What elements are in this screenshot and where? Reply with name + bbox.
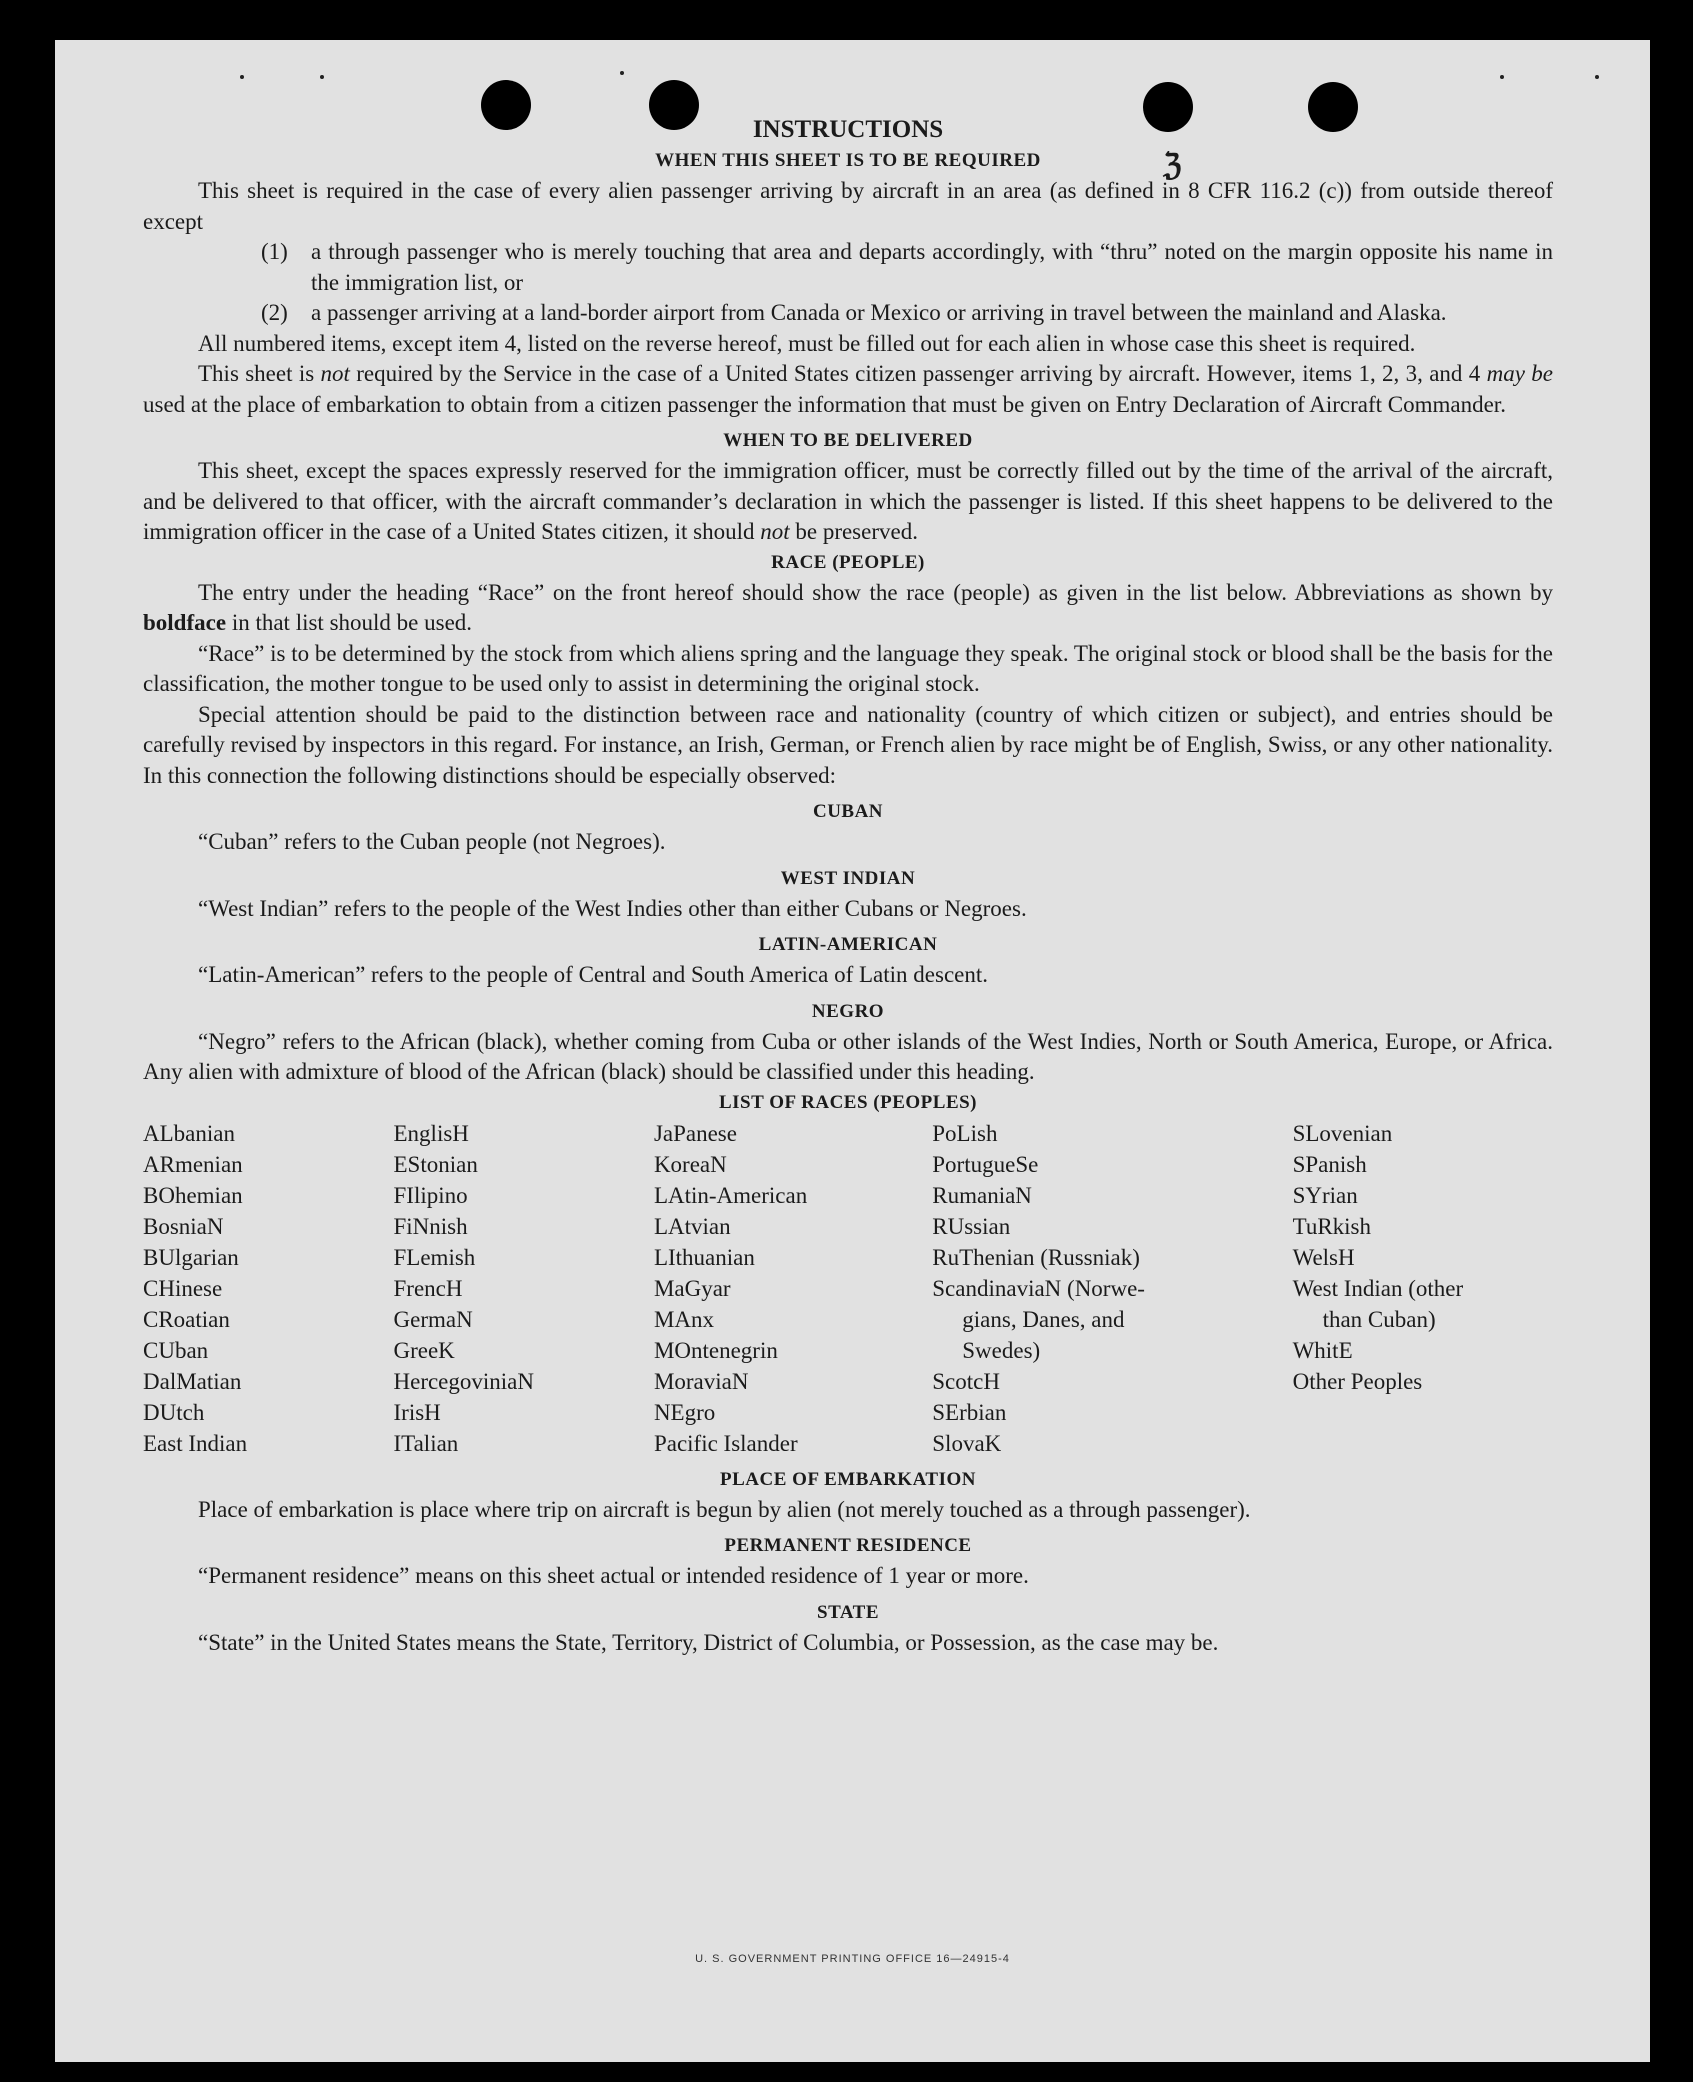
section-heading: WHEN THIS SHEET IS TO BE REQUIRED <box>655 150 1041 171</box>
document-page <box>55 40 1650 2062</box>
section-heading: STATE <box>817 1601 879 1623</box>
race-entry: LAtvian <box>653 1213 731 1239</box>
race-entry: BosniaN <box>143 1213 224 1239</box>
race-entry: FiNnish <box>393 1213 468 1239</box>
race-entry: EStonian <box>393 1151 478 1177</box>
race-entry: RuThenian (Russniak) <box>932 1244 1140 1270</box>
race-entry: FrencH <box>393 1275 463 1301</box>
paragraph: This sheet is not required by the Service in the case of a United States citizen passenger arriving by aircraft. However, items 1, 2, 3, and 4 may be used at the place of embarkation to obtain from a citizen passenger the information that must be given on Entry Declaration of Aircraft Commander. <box>143 361 1553 417</box>
paragraph: “Permanent residence” means on this sheet actual or intended residence of 1 year or more. <box>198 1563 1029 1588</box>
race-entry: MaGyar <box>653 1275 731 1301</box>
paragraph: All numbered items, except item 4, listed on the reverse hereof, must be filled out for each alien in whose case this sheet is required. <box>198 330 1416 356</box>
paragraph: Special attention should be paid to the distinction between race and nationality (country of which citizen or subject), and entries should be carefully revised by inspectors in this regard. For instance, an Irish, German, or French alien by race might be of English, Swiss, or any other nationality. In this connection the following distinctions should be especially observed: <box>143 701 1553 788</box>
speck <box>1500 75 1504 79</box>
list-item: (2) a passenger arriving at a land-border airport from Canada or Mexico or arriving in travel between the mainland and Alaska. <box>261 300 1447 325</box>
paragraph: “West Indian” refers to the people of the West Indies other than either Cubans or Negroes. <box>198 895 1027 921</box>
race-entry: ALbanian <box>143 1120 235 1146</box>
race-entry: SLovenian <box>1292 1120 1393 1146</box>
race-entry: CUban <box>143 1337 209 1363</box>
race-entry: MOntenegrin <box>653 1337 778 1363</box>
race-entry: PoLish <box>932 1120 998 1146</box>
race-entry: ScandinaviaN (Norwe- <box>932 1275 1145 1301</box>
race-entry: gians, Danes, and <box>962 1306 1125 1332</box>
race-entry: FIlipino <box>393 1182 468 1208</box>
paragraph: “Latin-American” refers to the people of Central and South America of Latin descent. <box>198 962 988 987</box>
paragraph: The entry under the heading “Race” on the front hereof should show the race (people) as given in the list below. Abbreviations as shown by boldface in that list should be used. <box>143 579 1553 635</box>
race-entry: GermaN <box>393 1306 473 1332</box>
race-entry: NEgro <box>653 1399 716 1425</box>
races-column <box>932 1118 1212 1459</box>
races-column <box>394 1118 654 1459</box>
race-entry: ITalian <box>393 1430 459 1456</box>
race-entry: LIthuanian <box>653 1244 755 1270</box>
instructions-body <box>143 114 1553 1658</box>
speck <box>1595 75 1599 79</box>
races-column <box>143 1118 394 1459</box>
race-entry: ScotcH <box>932 1368 1000 1394</box>
race-entry: SYrian <box>1292 1182 1358 1208</box>
race-entry: PortugueSe <box>932 1151 1039 1177</box>
races-column <box>1213 1118 1553 1459</box>
races-column <box>654 1118 932 1459</box>
section-heading: PERMANENT RESIDENCE <box>724 1535 972 1556</box>
speck <box>620 71 624 75</box>
race-entry: JaPanese <box>653 1120 737 1146</box>
paragraph: “Race” is to be determined by the stock from which aliens spring and the language they speak. The original stock or blood shall be the basis for the classification, the mother tongue to be used only to assist in determining the original stock. <box>143 640 1553 696</box>
list-item: (1) a through passenger who is merely touching that area and departs accordingly, with “thru” noted on the margin opposite his name in the immigration list, or <box>261 239 1553 295</box>
race-entry: WhitE <box>1292 1337 1353 1363</box>
race-entry: BOhemian <box>143 1182 243 1208</box>
race-entry: Swedes) <box>962 1337 1041 1363</box>
race-entry: RUssian <box>932 1213 1011 1239</box>
race-entry: ARmenian <box>143 1151 243 1177</box>
race-entry: WelsH <box>1292 1244 1355 1270</box>
speck <box>320 75 324 79</box>
race-entry: TuRkish <box>1292 1213 1372 1239</box>
race-entry: HercegoviniaN <box>393 1368 534 1394</box>
race-entry: CRoatian <box>143 1306 230 1332</box>
section-heading: LIST OF RACES (PEOPLES) <box>718 1091 978 1113</box>
race-entry: West Indian (other <box>1292 1275 1464 1301</box>
race-entry: SlovaK <box>932 1430 1002 1456</box>
race-entry: than Cuban) <box>1322 1306 1436 1332</box>
race-entry: RumaniaN <box>932 1182 1032 1208</box>
paragraph: Place of embarkation is place where trip on aircraft is begun by alien (not merely touched as a through passenger). <box>198 1496 1251 1522</box>
paragraph: “State” in the United States means the State, Territory, District of Columbia, or Possession, as the case may be. <box>198 1629 1219 1655</box>
race-entry: DUtch <box>143 1399 205 1425</box>
race-entry: FLemish <box>393 1244 476 1270</box>
section-heading: LATIN-AMERICAN <box>758 934 938 955</box>
race-entry: CHinese <box>143 1275 223 1301</box>
page-title: INSTRUCTIONS <box>752 116 944 143</box>
section-heading: NEGRO <box>811 1000 885 1022</box>
section-heading: CUBAN <box>812 801 884 822</box>
race-entry: SPanish <box>1292 1151 1367 1177</box>
paragraph: This sheet is required in the case of every alien passenger arriving by aircraft in an area (as defined in 8 CFR 116.2 (c)) from outside thereof except <box>143 178 1553 234</box>
section-heading: WEST INDIAN <box>780 867 916 889</box>
race-entry: Other Peoples <box>1292 1368 1423 1394</box>
race-entry: GreeK <box>393 1337 455 1363</box>
race-entry: SErbian <box>932 1399 1007 1425</box>
race-entry: Pacific Islander <box>653 1430 798 1456</box>
paragraph: This sheet, except the spaces expressly reserved for the immigration officer, must be correctly filled out by the time of the arrival of the aircraft, and be delivered to that officer, with the aircraft commander’s declaration in which the passenger is listed. If this sheet happens to be delivered to the immigration officer in the case of a United States citizen, it should not be preserved. <box>143 458 1553 544</box>
race-entry: EnglisH <box>393 1120 469 1146</box>
paragraph: “Cuban” refers to the Cuban people (not Negroes). <box>198 829 666 854</box>
printer-imprint: U. S. GOVERNMENT PRINTING OFFICE 16—24915-4 <box>695 1953 1010 1965</box>
handwritten-mark: ℨ <box>1163 149 1182 182</box>
section-heading: RACE (PEOPLE) <box>771 551 925 573</box>
race-entry: BUlgarian <box>143 1244 239 1270</box>
races-list <box>143 1118 1553 1459</box>
race-entry: MAnx <box>653 1306 714 1332</box>
race-entry: KoreaN <box>653 1151 727 1177</box>
section-heading: WHEN TO BE DELIVERED <box>723 430 973 451</box>
paragraph: “Negro” refers to the African (black), whether coming from Cuba or other islands of the West Indies, North or South America, Europe, or Africa. Any alien with admixture of blood of the African (black) should be classified under this heading. <box>143 1028 1553 1084</box>
race-entry: IrisH <box>393 1399 441 1425</box>
race-entry: East Indian <box>143 1430 248 1456</box>
race-entry: DalMatian <box>143 1368 242 1394</box>
race-entry: MoraviaN <box>653 1368 749 1394</box>
speck <box>240 75 244 79</box>
section-heading: PLACE OF EMBARKATION <box>720 1468 976 1490</box>
race-entry: LAtin-American <box>653 1182 808 1208</box>
